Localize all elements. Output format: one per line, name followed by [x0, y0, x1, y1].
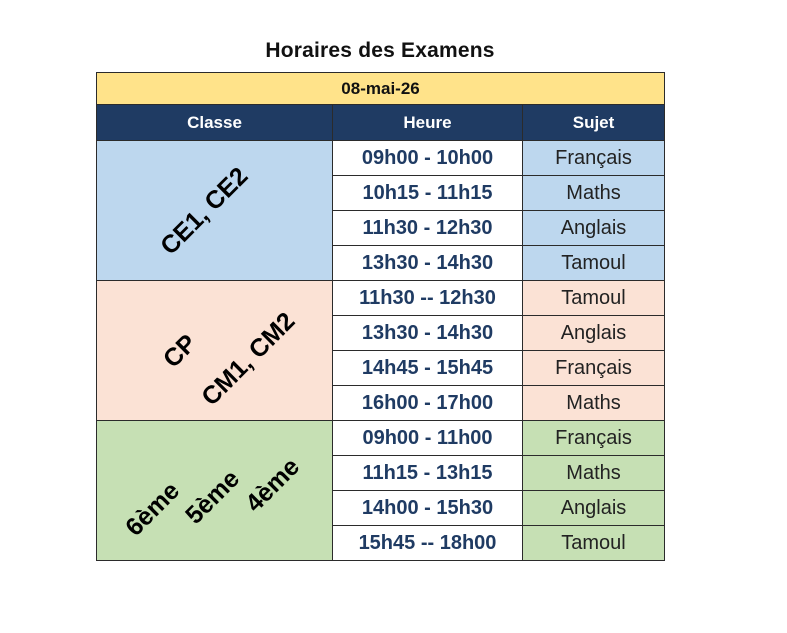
subject-cell: Tamoul	[523, 281, 665, 316]
time-cell: 13h30 - 14h30	[333, 316, 523, 351]
date-row	[97, 73, 665, 105]
header-heure: Heure	[333, 105, 523, 141]
class-label: CE1, CE2	[155, 161, 254, 261]
class-label: CM1, CM2	[196, 307, 301, 412]
class-label: 4ème	[240, 452, 306, 518]
time-cell: 13h30 - 14h30	[333, 246, 523, 281]
table-row	[97, 281, 665, 316]
time-cell: 16h00 - 17h00	[333, 386, 523, 421]
subject-cell: Maths	[523, 386, 665, 421]
subject-cell: Anglais	[523, 316, 665, 351]
class-label: 5ème	[180, 464, 246, 530]
header-classe: Classe	[97, 105, 333, 141]
exam-schedule-table	[96, 72, 665, 561]
subject-cell: Français	[523, 351, 665, 386]
class-group-cell	[97, 281, 333, 421]
time-cell: 11h30 - 12h30	[333, 211, 523, 246]
subject-cell: Français	[523, 421, 665, 456]
time-cell: 11h30 -- 12h30	[333, 281, 523, 316]
header-row	[97, 105, 665, 141]
date-cell: 08-mai-26	[97, 73, 665, 105]
class-label: 6ème	[120, 476, 186, 542]
class-group-cell	[97, 141, 333, 281]
subject-cell: Français	[523, 141, 665, 176]
subject-cell: Tamoul	[523, 246, 665, 281]
time-cell: 09h00 - 11h00	[333, 421, 523, 456]
time-cell: 14h45 - 15h45	[333, 351, 523, 386]
page-title: Horaires des Examens	[265, 39, 495, 62]
class-group-cell	[97, 421, 333, 561]
time-cell: 14h00 - 15h30	[333, 491, 523, 526]
subject-cell: Anglais	[523, 211, 665, 246]
table-row	[97, 421, 665, 456]
time-cell: 15h45 -- 18h00	[333, 526, 523, 561]
subject-cell: Maths	[523, 176, 665, 211]
subject-cell: Tamoul	[523, 526, 665, 561]
subject-cell: Maths	[523, 456, 665, 491]
time-cell: 09h00 - 10h00	[333, 141, 523, 176]
subject-cell: Anglais	[523, 491, 665, 526]
class-label: CP	[157, 328, 203, 374]
time-cell: 10h15 - 11h15	[333, 176, 523, 211]
table-row	[97, 141, 665, 176]
time-cell: 11h15 - 13h15	[333, 456, 523, 491]
header-sujet: Sujet	[523, 105, 665, 141]
